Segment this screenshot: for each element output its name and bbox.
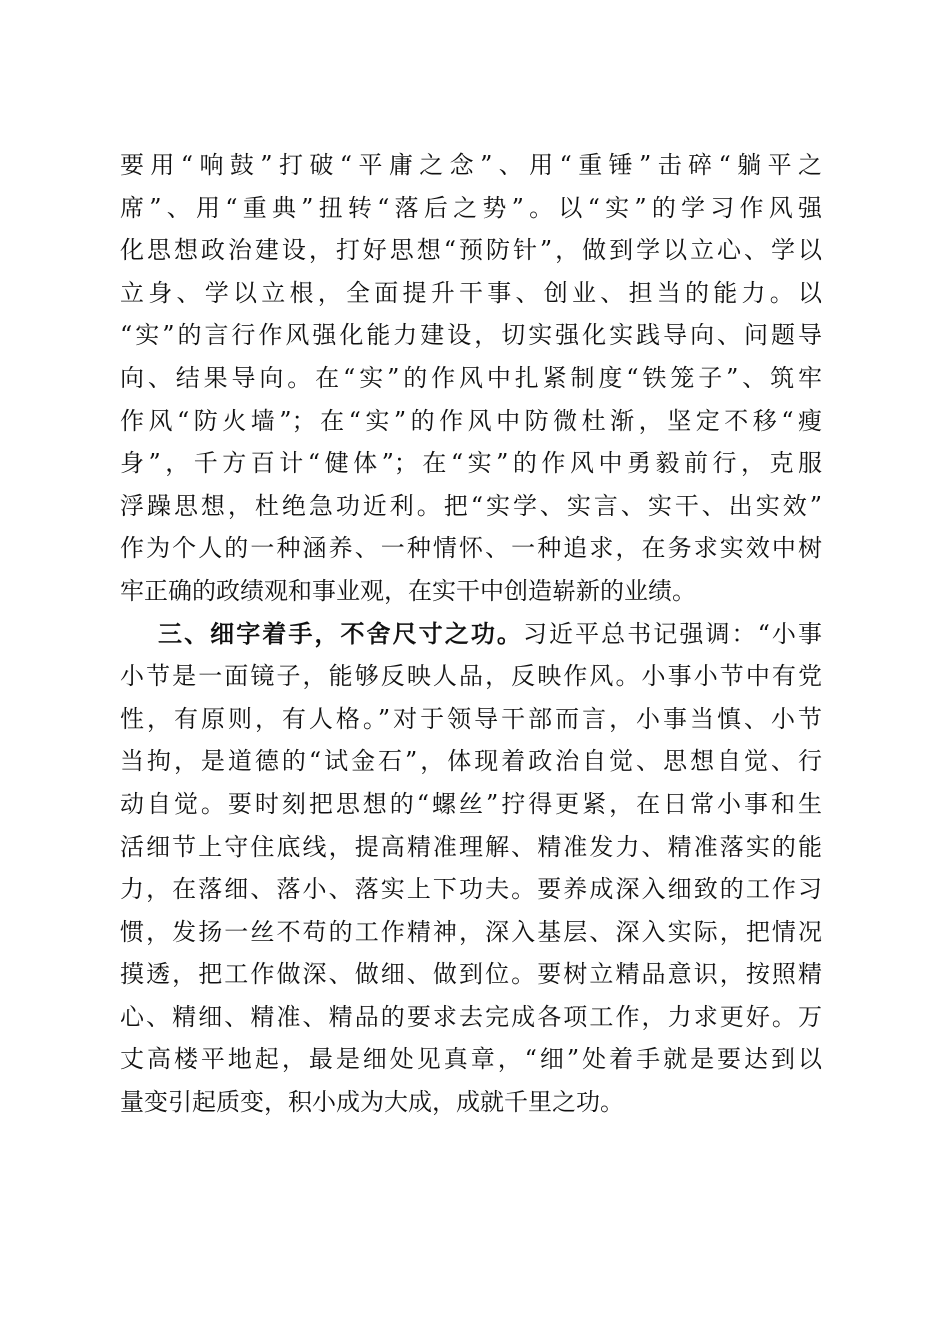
text-line: 活细节上守住底线，提高精准理解、精准发力、精准落实的能 — [120, 832, 822, 861]
section-heading: 三、细字着手，不舍尺寸之功。 — [158, 619, 523, 648]
paragraph-1 — [120, 144, 822, 613]
text-line — [120, 613, 822, 656]
text-line: 力，在落细、落小、落实上下功夫。要养成深入细致的工作习 — [120, 875, 822, 904]
document-page — [120, 144, 822, 1124]
text-line: 丈高楼平地起，最是细处见真章，“细”处着手就是要达到以 — [120, 1045, 822, 1074]
text-line: 当拘，是道德的“试金石”，体现着政治自觉、思想自觉、行 — [120, 747, 822, 776]
text-line: 作风“防火墙”；在“实”的作风中防微杜渐，坚定不移“瘦 — [120, 406, 822, 435]
text-line: 席”、用“重典”扭转“落后之势”。以“实”的学习作风强 — [120, 193, 822, 222]
text-line: 作为个人的一种涵养、一种情怀、一种追求，在务求实效中树 — [120, 534, 822, 563]
text-line: “实”的言行作风强化能力建设，切实强化实践导向、问题导 — [120, 321, 822, 350]
text-line: 牢正确的政绩观和事业观，在实干中创造崭新的业绩。 — [120, 576, 696, 605]
paragraph-2 — [120, 613, 822, 1124]
text-line: 向、结果导向。在“实”的作风中扎紧制度“铁笼子”、筑牢 — [120, 363, 822, 392]
text-line: 小节是一面镜子，能够反映人品，反映作风。小事小节中有党 — [120, 662, 822, 691]
text-line: 浮躁思想，杜绝急功近利。把“实学、实言、实干、出实效” — [120, 491, 822, 520]
text-line: 惯，发扬一丝不苟的工作精神，深入基层、深入实际，把情况 — [120, 917, 822, 946]
text-line: 摸透，把工作做深、做细、做到位。要树立精品意识，按照精 — [120, 960, 822, 989]
text-line: 化思想政治建设，打好思想“预防针”，做到学以立心、学以 — [120, 236, 822, 265]
text-line: 性，有原则，有人格。”对于领导干部而言，小事当慎、小节 — [120, 704, 822, 733]
text-line: 量变引起质变，积小成为大成，成就千里之功。 — [120, 1088, 624, 1117]
text-span: 习近平总书记强调：“小事 — [522, 619, 822, 648]
text-line: 身”，千方百计“健体”；在“实”的作风中勇毅前行，克服 — [120, 449, 822, 478]
text-line: 立身、学以立根，全面提升干事、创业、担当的能力。以 — [120, 278, 822, 307]
text-line: 动自觉。要时刻把思想的“螺丝”拧得更紧，在日常小事和生 — [120, 789, 822, 818]
text-line: 心、精细、精准、精品的要求去完成各项工作，力求更好。万 — [120, 1002, 822, 1031]
text-line: 要用“响鼓”打破“平庸之念”、用“重锤”击碎“躺平之 — [120, 151, 822, 179]
